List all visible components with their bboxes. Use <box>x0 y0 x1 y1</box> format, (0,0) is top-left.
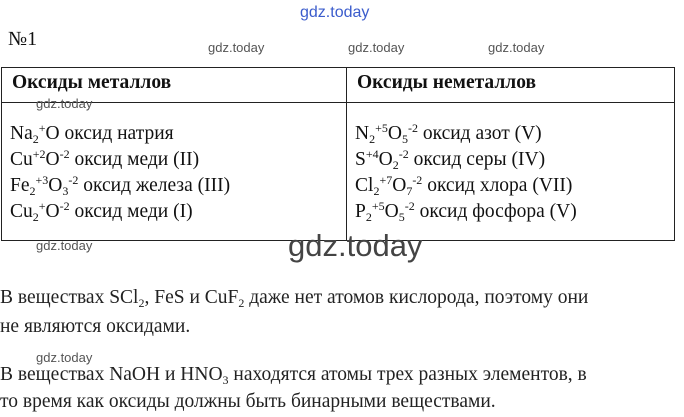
subscript: 2 <box>29 184 36 198</box>
text-run: оксид меди (II) <box>69 149 200 170</box>
text-run: В веществах SCl <box>0 287 139 308</box>
watermark-big: gdz.today <box>288 228 423 263</box>
watermark-small-6: gdz.today <box>36 350 93 365</box>
text-run: S <box>355 149 366 170</box>
superscript: +4 <box>365 147 379 161</box>
subscript: 2 <box>373 184 380 198</box>
text-run: N <box>355 123 370 144</box>
text-run: не являются оксидами. <box>0 316 191 337</box>
watermark-small-3: gdz.today <box>488 40 545 55</box>
watermark-top: gdz.today <box>300 4 370 21</box>
text-run: В веществах NaOH и HNO <box>0 364 223 385</box>
superscript: -2 <box>59 199 70 213</box>
text-run: то время как оксиды должны быть бинарными веществами. <box>0 391 496 412</box>
subscript: 2 <box>365 210 372 224</box>
paragraph-1-line-2 <box>0 316 190 338</box>
superscript: +5 <box>371 199 385 213</box>
superscript: -2 <box>404 199 415 213</box>
formula-line <box>10 173 346 199</box>
nonmetal-oxides-cell <box>347 103 675 241</box>
watermark-small-4: gdz.today <box>36 96 93 111</box>
text-run: O <box>45 123 60 144</box>
subscript: 2 <box>138 296 145 310</box>
text-run: оксид хлора (VII) <box>422 175 573 196</box>
text-run: Fe <box>10 175 30 196</box>
text-run: оксид железа (III) <box>78 175 231 196</box>
formula-line <box>355 147 674 173</box>
formula-line <box>10 147 346 173</box>
text-run: Cu <box>10 201 33 222</box>
subscript: 2 <box>392 158 399 172</box>
superscript: -2 <box>412 173 423 187</box>
subscript: 3 <box>222 373 229 387</box>
superscript: + <box>38 199 46 213</box>
text-run: оксид фосфора (V) <box>414 201 577 222</box>
superscript: +5 <box>375 121 388 135</box>
superscript: -2 <box>398 147 409 161</box>
text-run: оксид натрия <box>59 123 174 144</box>
subscript: 5 <box>398 210 405 224</box>
text-run: Na <box>10 123 33 144</box>
text-run: O <box>384 201 399 222</box>
text-run: находятся атомы трех разных элементов, в <box>228 364 587 385</box>
text-run: O <box>45 201 60 222</box>
formula-line <box>355 121 674 147</box>
text-run: оксид серы (IV) <box>408 149 546 170</box>
metal-oxides-cell <box>2 103 347 241</box>
text-run: даже нет атомов кислорода, поэтому они <box>244 287 589 308</box>
superscript: + <box>38 121 46 135</box>
task-number: №1 <box>8 28 38 50</box>
table-body-row <box>2 103 675 241</box>
watermark-small-5: gdz.today <box>36 238 93 253</box>
paragraph-2-line-1 <box>0 364 587 386</box>
paragraph-2-line-2 <box>0 391 496 413</box>
text-run: O <box>48 175 63 196</box>
watermark-small-2: gdz.today <box>348 40 405 55</box>
text-run: P <box>355 201 366 222</box>
superscript: -2 <box>59 147 70 161</box>
text-run: O <box>378 149 393 170</box>
text-run: O <box>45 149 60 170</box>
table-header-row <box>2 68 675 103</box>
superscript: -2 <box>68 173 79 187</box>
subscript: 2 <box>238 296 245 310</box>
oxides-table <box>1 67 675 241</box>
header-nonmetal-oxides: Оксиды неметаллов <box>347 68 675 103</box>
text-run: O <box>392 175 407 196</box>
text-run: оксид азот (V) <box>417 123 542 144</box>
text-run: , FeS и CuF <box>144 287 239 308</box>
formula-line <box>10 199 346 225</box>
subscript: 7 <box>406 184 413 198</box>
text-run: оксид меди (I) <box>69 201 193 222</box>
watermark-small-1: gdz.today <box>208 40 265 55</box>
formula-line <box>355 199 674 225</box>
superscript: +3 <box>35 173 49 187</box>
formula-line <box>355 173 674 199</box>
formula-line <box>10 121 346 147</box>
superscript: +2 <box>32 147 46 161</box>
superscript: -2 <box>407 121 418 135</box>
text-run: O <box>387 123 402 144</box>
subscript: 2 <box>32 210 39 224</box>
text-run: Cu <box>10 149 33 170</box>
subscript: 3 <box>62 184 69 198</box>
subscript: 5 <box>401 132 408 146</box>
paragraph-1-line-1 <box>0 287 588 309</box>
text-run: Cl <box>355 175 374 196</box>
header-metal-oxides: Оксиды металлов <box>2 68 347 103</box>
subscript: 2 <box>369 132 376 146</box>
superscript: +7 <box>379 173 393 187</box>
subscript: 2 <box>32 132 39 146</box>
